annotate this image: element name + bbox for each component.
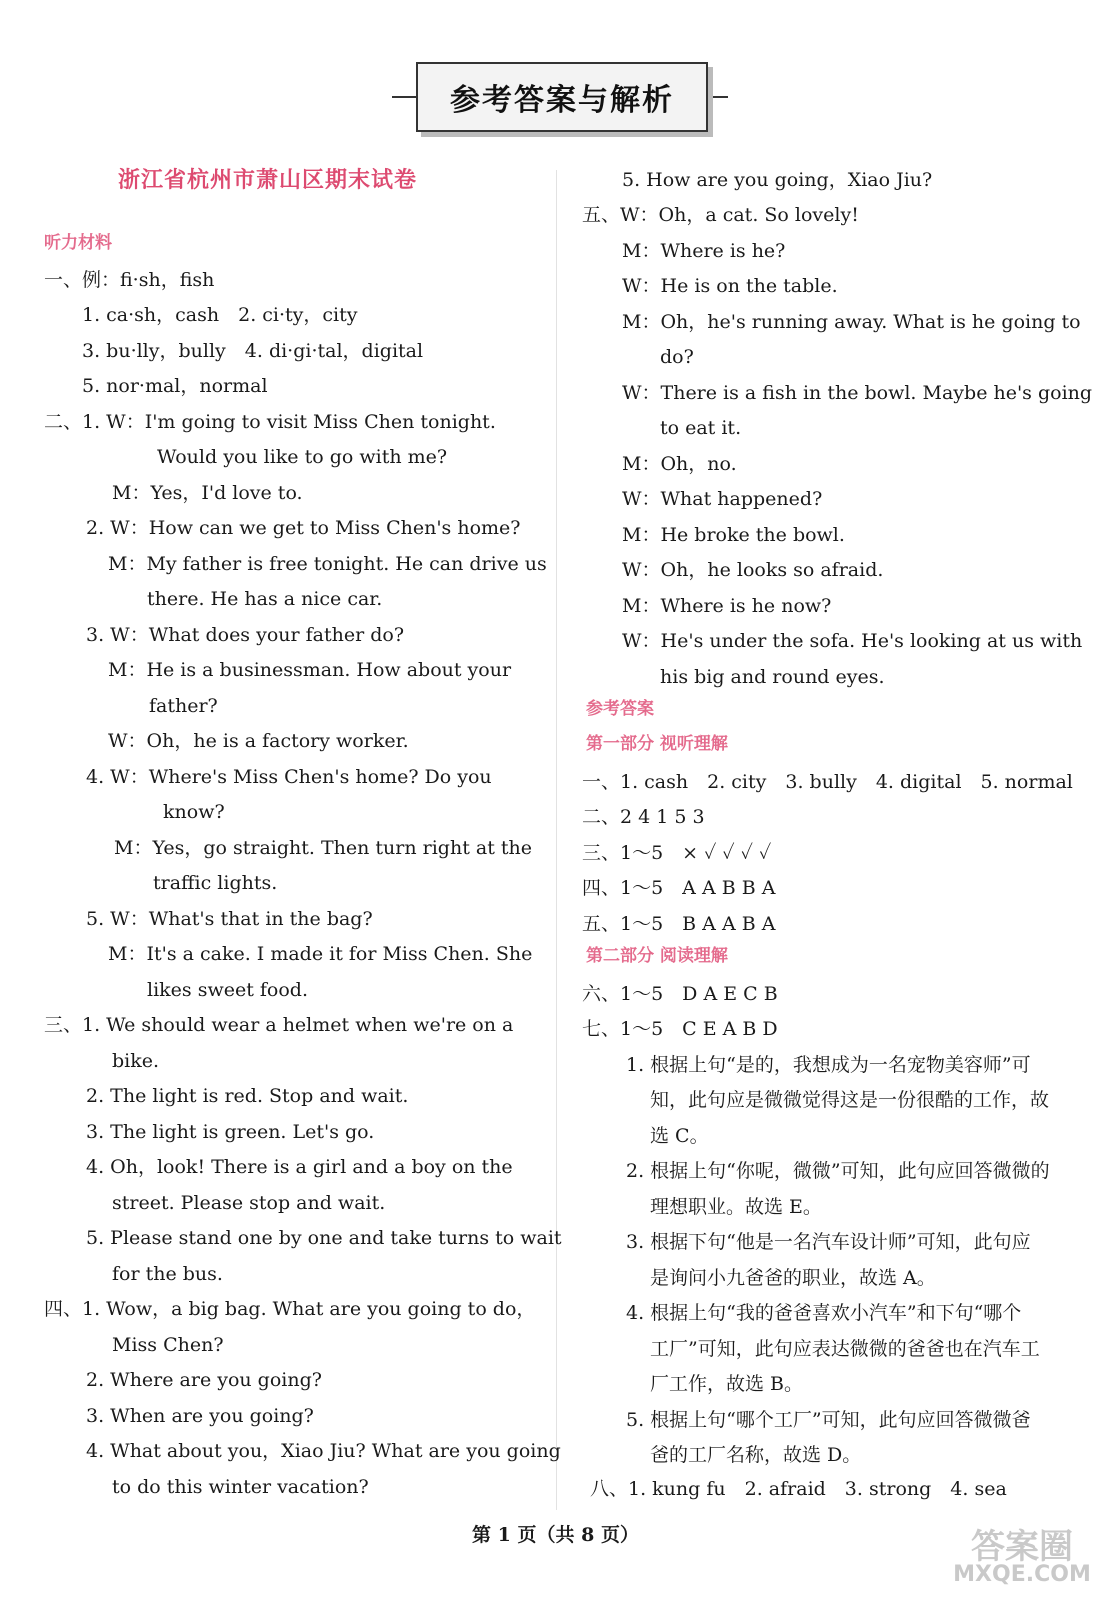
- answer-line: 知，此句应是微微觉得这是一份很酷的工作，故: [650, 1089, 1050, 1111]
- answer-line: 四、1～5 A A B B A: [582, 877, 776, 899]
- answer-line: 爸的工厂名称，故选 D。: [650, 1444, 862, 1466]
- answer-line: W：There is a fish in the bowl. Maybe he's going: [622, 382, 1093, 404]
- answer-line: M：He is a businessman. How about your: [108, 659, 512, 681]
- answer-line: 七、1～5 C E A B D: [582, 1018, 778, 1040]
- answer-line: do?: [660, 346, 694, 368]
- answer-line: M：Where is he?: [622, 240, 786, 262]
- section-heading-part-two: 第二部分 阅读理解: [586, 946, 728, 966]
- answer-line: M：Oh，no.: [622, 453, 737, 475]
- section-heading-part-one: 第一部分 视听理解: [586, 734, 728, 754]
- answer-line: 选 C。: [650, 1125, 709, 1147]
- exam-title: 浙江省杭州市萧山区期末试卷: [118, 168, 418, 193]
- answer-line: 八、1. kung fu 2. afraid 3. strong 4. sea: [590, 1478, 1007, 1500]
- answer-line: W：What happened?: [622, 488, 823, 510]
- section-heading-answers: 参考答案: [586, 699, 654, 719]
- answer-line: to eat it.: [660, 417, 742, 439]
- answer-line: 是询问小九爸爸的职业，故选 A。: [650, 1267, 936, 1289]
- answer-line: to do this winter vacation?: [112, 1476, 369, 1498]
- answer-line: 五、W：Oh，a cat. So lovely!: [582, 204, 859, 226]
- answer-line: M：He broke the bowl.: [622, 524, 845, 546]
- answer-line: 二、1. W：I'm going to visit Miss Chen tonight.: [44, 411, 496, 433]
- answer-line: M：It's a cake. I made it for Miss Chen. She: [108, 943, 533, 965]
- answer-line: 三、1～5 × ✓ ✓ ✓ ✓: [582, 842, 772, 864]
- answer-line: M：Where is he now?: [622, 595, 832, 617]
- answer-line: bike.: [112, 1050, 160, 1072]
- answer-line: Would you like to go with me?: [157, 446, 448, 468]
- watermark-url: MXQE.COM: [953, 1562, 1091, 1587]
- answer-line: M：My father is free tonight. He can drive us: [108, 553, 547, 575]
- answer-line: 5. W：What's that in the bag?: [86, 908, 373, 930]
- answer-line: W：He is on the table.: [622, 275, 838, 297]
- answer-line: 4. Oh，look! There is a girl and a boy on the: [86, 1156, 513, 1178]
- answer-line: 5. 根据上句“哪个工厂”可知，此句应回答微微爸: [626, 1409, 1031, 1431]
- answer-line: 五、1～5 B A A B A: [582, 913, 776, 935]
- answer-line: M：Oh，he's running away. What is he going to: [622, 311, 1081, 333]
- answer-line: 厂工作，故选 B。: [650, 1373, 804, 1395]
- page-title: 参考答案与解析: [416, 62, 708, 132]
- answer-line: Miss Chen?: [112, 1334, 224, 1356]
- section-heading-listening: 听力材料: [44, 233, 112, 253]
- answer-line: 三、1. We should wear a helmet when we're on a: [44, 1014, 514, 1036]
- answer-line: 1. ca·sh，cash 2. ci·ty，city: [82, 304, 358, 326]
- answer-line: 3. bu·lly，bully 4. di·gi·tal，digital: [82, 340, 424, 362]
- answer-line: traffic lights.: [153, 872, 278, 894]
- answer-line: 一、例：fi·sh，fish: [44, 269, 215, 291]
- answer-line: 5. How are you going，Xiao Jiu?: [622, 169, 933, 191]
- page-number: 第 1 页（共 8 页）: [472, 1524, 639, 1546]
- answer-line: 2. 根据上句“你呢，微微”可知，此句应回答微微的: [626, 1160, 1050, 1182]
- answer-line: 工厂”可知，此句应表达微微的爸爸也在汽车工: [650, 1338, 1040, 1360]
- answer-line: 5. Please stand one by one and take turns to wait: [86, 1227, 562, 1249]
- title-rule-left: [392, 96, 416, 98]
- watermark-text: 答案圈: [971, 1527, 1073, 1567]
- answer-line: 二、2 4 1 5 3: [582, 806, 705, 828]
- answer-line: M：Yes，I'd love to.: [112, 482, 303, 504]
- answer-line: 2. Where are you going?: [86, 1369, 322, 1391]
- answer-line: 2. W：How can we get to Miss Chen's home?: [86, 517, 521, 539]
- answer-line: W：He's under the sofa. He's looking at us with: [622, 630, 1083, 652]
- answer-line: 4. 根据上句“我的爸爸喜欢小汽车”和下句“哪个: [626, 1302, 1022, 1324]
- answer-line: W：Oh，he looks so afraid.: [622, 559, 884, 581]
- answer-line: know?: [163, 801, 225, 823]
- answer-line: likes sweet food.: [147, 979, 308, 1001]
- answer-line: 3. When are you going?: [86, 1405, 314, 1427]
- answer-line: M：Yes，go straight. Then turn right at the: [114, 837, 532, 859]
- answer-line: 六、1～5 D A E C B: [582, 983, 778, 1005]
- answer-line: 1. 根据上句“是的，我想成为一名宠物美容师”可: [626, 1054, 1031, 1076]
- answer-line: W：Oh，he is a factory worker.: [108, 730, 409, 752]
- answer-line: 4. W：Where's Miss Chen's home? Do you: [86, 766, 492, 788]
- answer-line: 5. nor·mal，normal: [82, 375, 268, 397]
- answer-line: 理想职业。故选 E。: [650, 1196, 822, 1218]
- answer-line: there. He has a nice car.: [147, 588, 383, 610]
- answer-line: 3. W：What does your father do?: [86, 624, 405, 646]
- answer-line: for the bus.: [112, 1263, 223, 1285]
- answer-line: his big and round eyes.: [660, 666, 885, 688]
- answer-line: 2. The light is red. Stop and wait.: [86, 1085, 409, 1107]
- answer-line: 3. 根据下句“他是一名汽车设计师”可知，此句应: [626, 1231, 1031, 1253]
- answer-line: father?: [149, 695, 218, 717]
- column-divider: [556, 170, 557, 1510]
- answer-line: 3. The light is green. Let's go.: [86, 1121, 375, 1143]
- answer-line: street. Please stop and wait.: [112, 1192, 386, 1214]
- answer-line: 四、1. Wow，a big bag. What are you going to do，: [44, 1298, 536, 1320]
- watermark-logo: [947, 1527, 1097, 1590]
- answer-line: 一、1. cash 2. city 3. bully 4. digital 5. normal: [582, 771, 1073, 793]
- answer-line: 4. What about you，Xiao Jiu? What are you going: [86, 1440, 561, 1462]
